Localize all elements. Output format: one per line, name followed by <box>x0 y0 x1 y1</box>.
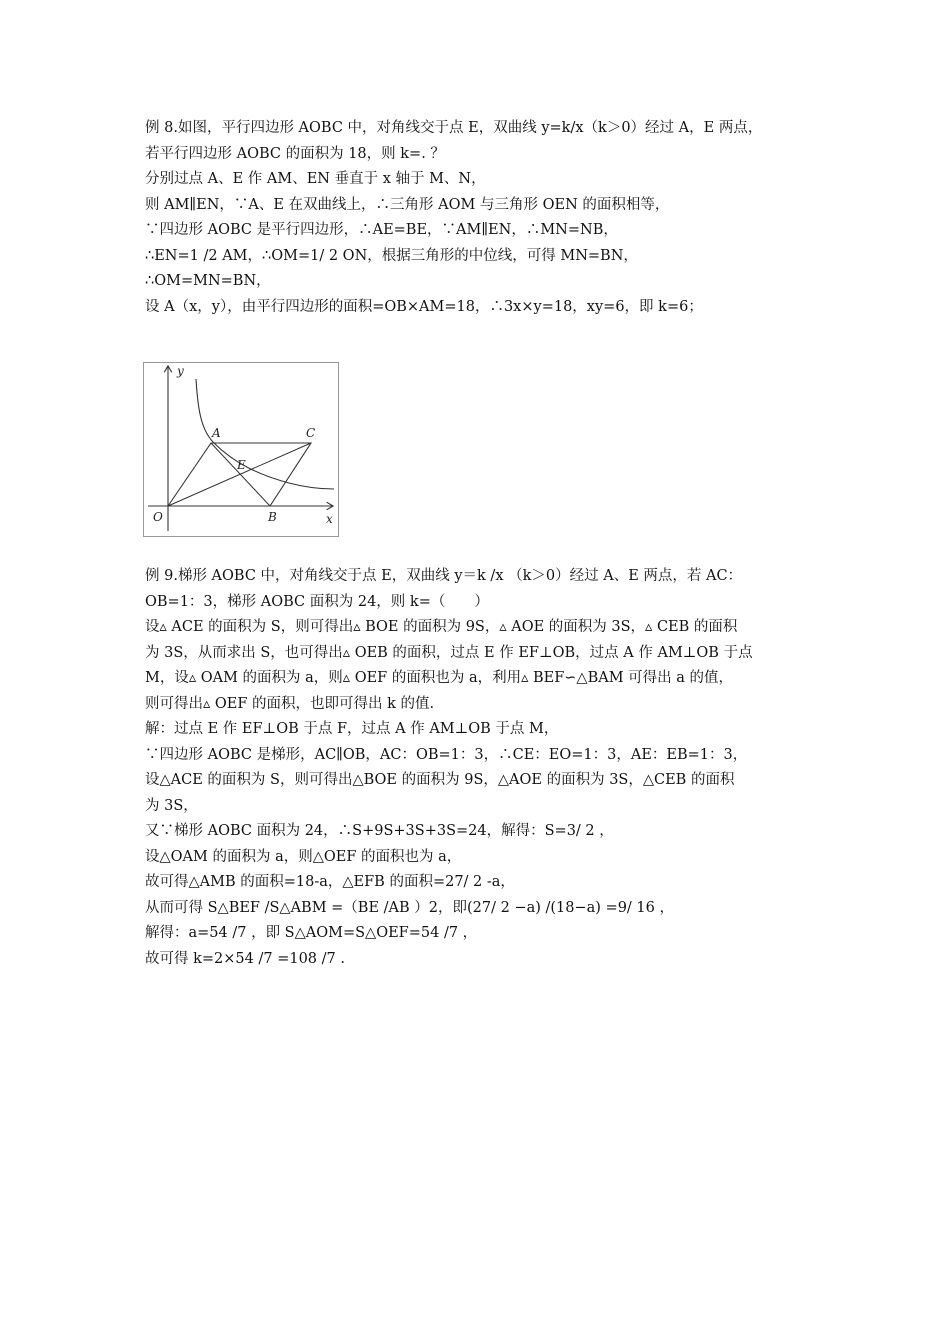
text-line: M，设▵ OAM 的面积为 a，则▵ OEF 的面积也为 a，利用▵ BEF∽△BAM 可得出 a 的值， <box>145 670 734 686</box>
text-line: 若平行四边形 AOBC 的面积为 18，则 k=. ？ <box>145 145 445 162</box>
text-line: 为 3S， <box>145 797 198 814</box>
text-line: 分别过点 A、E 作 AM、EN 垂直于 x 轴于 M、N， <box>145 171 486 187</box>
text-line: 从而可得 S△BEF /S△ABM =（BE /AB ）2，即(27/ 2 −a) /(18−a) =9/ 16 ， <box>145 899 674 916</box>
text-line: ∵四边形 AOBC 是梯形，AC∥OB，AC：OB=1：3，∴CE：EO=1：3，AE：EB=1：3， <box>145 746 748 763</box>
label-c: C <box>306 426 316 440</box>
text-line: 解：过点 E 作 EF⊥OB 于点 F，过点 A 作 AM⊥OB 于点 M， <box>145 721 559 737</box>
text-line: 例 8.如图，平行四边形 AOBC 中，对角线交于点 E，双曲线 y=k/x（k＞0）经过 A，E 两点， <box>145 120 763 136</box>
text-line: ∴EN=1 /2 AM，∴OM=1/ 2 ON，根据三角形的中位线，可得 MN=BN， <box>145 247 638 264</box>
text-line: 解得：a=54 /7 ，即 S△AOM=S△OEF=54 /7 ， <box>145 925 478 941</box>
label-y: y <box>177 364 184 378</box>
example-9-text <box>145 564 825 972</box>
text-line: 故可得△AMB 的面积=18-a，△EFB 的面积=27/ 2 -a， <box>145 874 515 890</box>
label-o: O <box>153 510 163 524</box>
diagonal-ab <box>211 443 270 506</box>
figure-svg <box>144 363 338 536</box>
example-8-text <box>145 116 825 320</box>
text-line: ∵四边形 AOBC 是平行四边形，∴AE=BE，∵AM∥EN，∴MN=NB， <box>145 222 618 238</box>
label-a: A <box>212 426 221 440</box>
text-line: 设 A（x，y），由平行四边形的面积=OB×AM=18，∴3x×y=18，xy=6，即 k=6； <box>145 298 703 315</box>
text-line: 设△OAM 的面积为 a，则△OEF 的面积也为 a， <box>145 848 462 865</box>
text-line: 例 9.梯形 AOBC 中，对角线交于点 E，双曲线 y＝k /x （k＞0）经过 A、E 两点，若 AC： <box>145 568 743 584</box>
text-line: 则可得出▵ OEF 的面积，也即可得出 k 的值. <box>145 695 435 712</box>
label-e: E <box>237 458 246 472</box>
text-line: ∴OM=MN=BN， <box>145 273 271 289</box>
text-line: 则 AM∥EN，∵A、E 在双曲线上，∴三角形 AOM 与三角形 OEN 的面积相等， <box>145 196 670 213</box>
text-line: 为 3S，从而求出 S，也可得出▵ OEB 的面积，过点 E 作 EF⊥OB，过点 A 作 AM⊥OB 于点 <box>145 644 753 661</box>
text-line: 设▵ ACE 的面积为 S，则可得出▵ BOE 的面积为 9S，▵ AOE 的面积为 3S，▵ CEB 的面积 <box>145 619 738 635</box>
text-line: 又∵梯形 AOBC 面积为 24，∴S+9S+3S+3S=24，解得：S=3/ 2 ， <box>145 823 614 839</box>
parallelogram-hyperbola-figure <box>143 362 339 537</box>
text-line: 设△ACE 的面积为 S，则可得出△BOE 的面积为 9S，△AOE 的面积为 3S，△CEB 的面积 <box>145 772 735 788</box>
text-line: OB=1：3，梯形 AOBC 面积为 24，则 k=（ ） <box>145 593 489 610</box>
text-line: 故可得 k=2×54 /7 =108 /7 . <box>145 950 345 967</box>
label-b: B <box>268 510 277 524</box>
label-x: x <box>326 512 333 526</box>
